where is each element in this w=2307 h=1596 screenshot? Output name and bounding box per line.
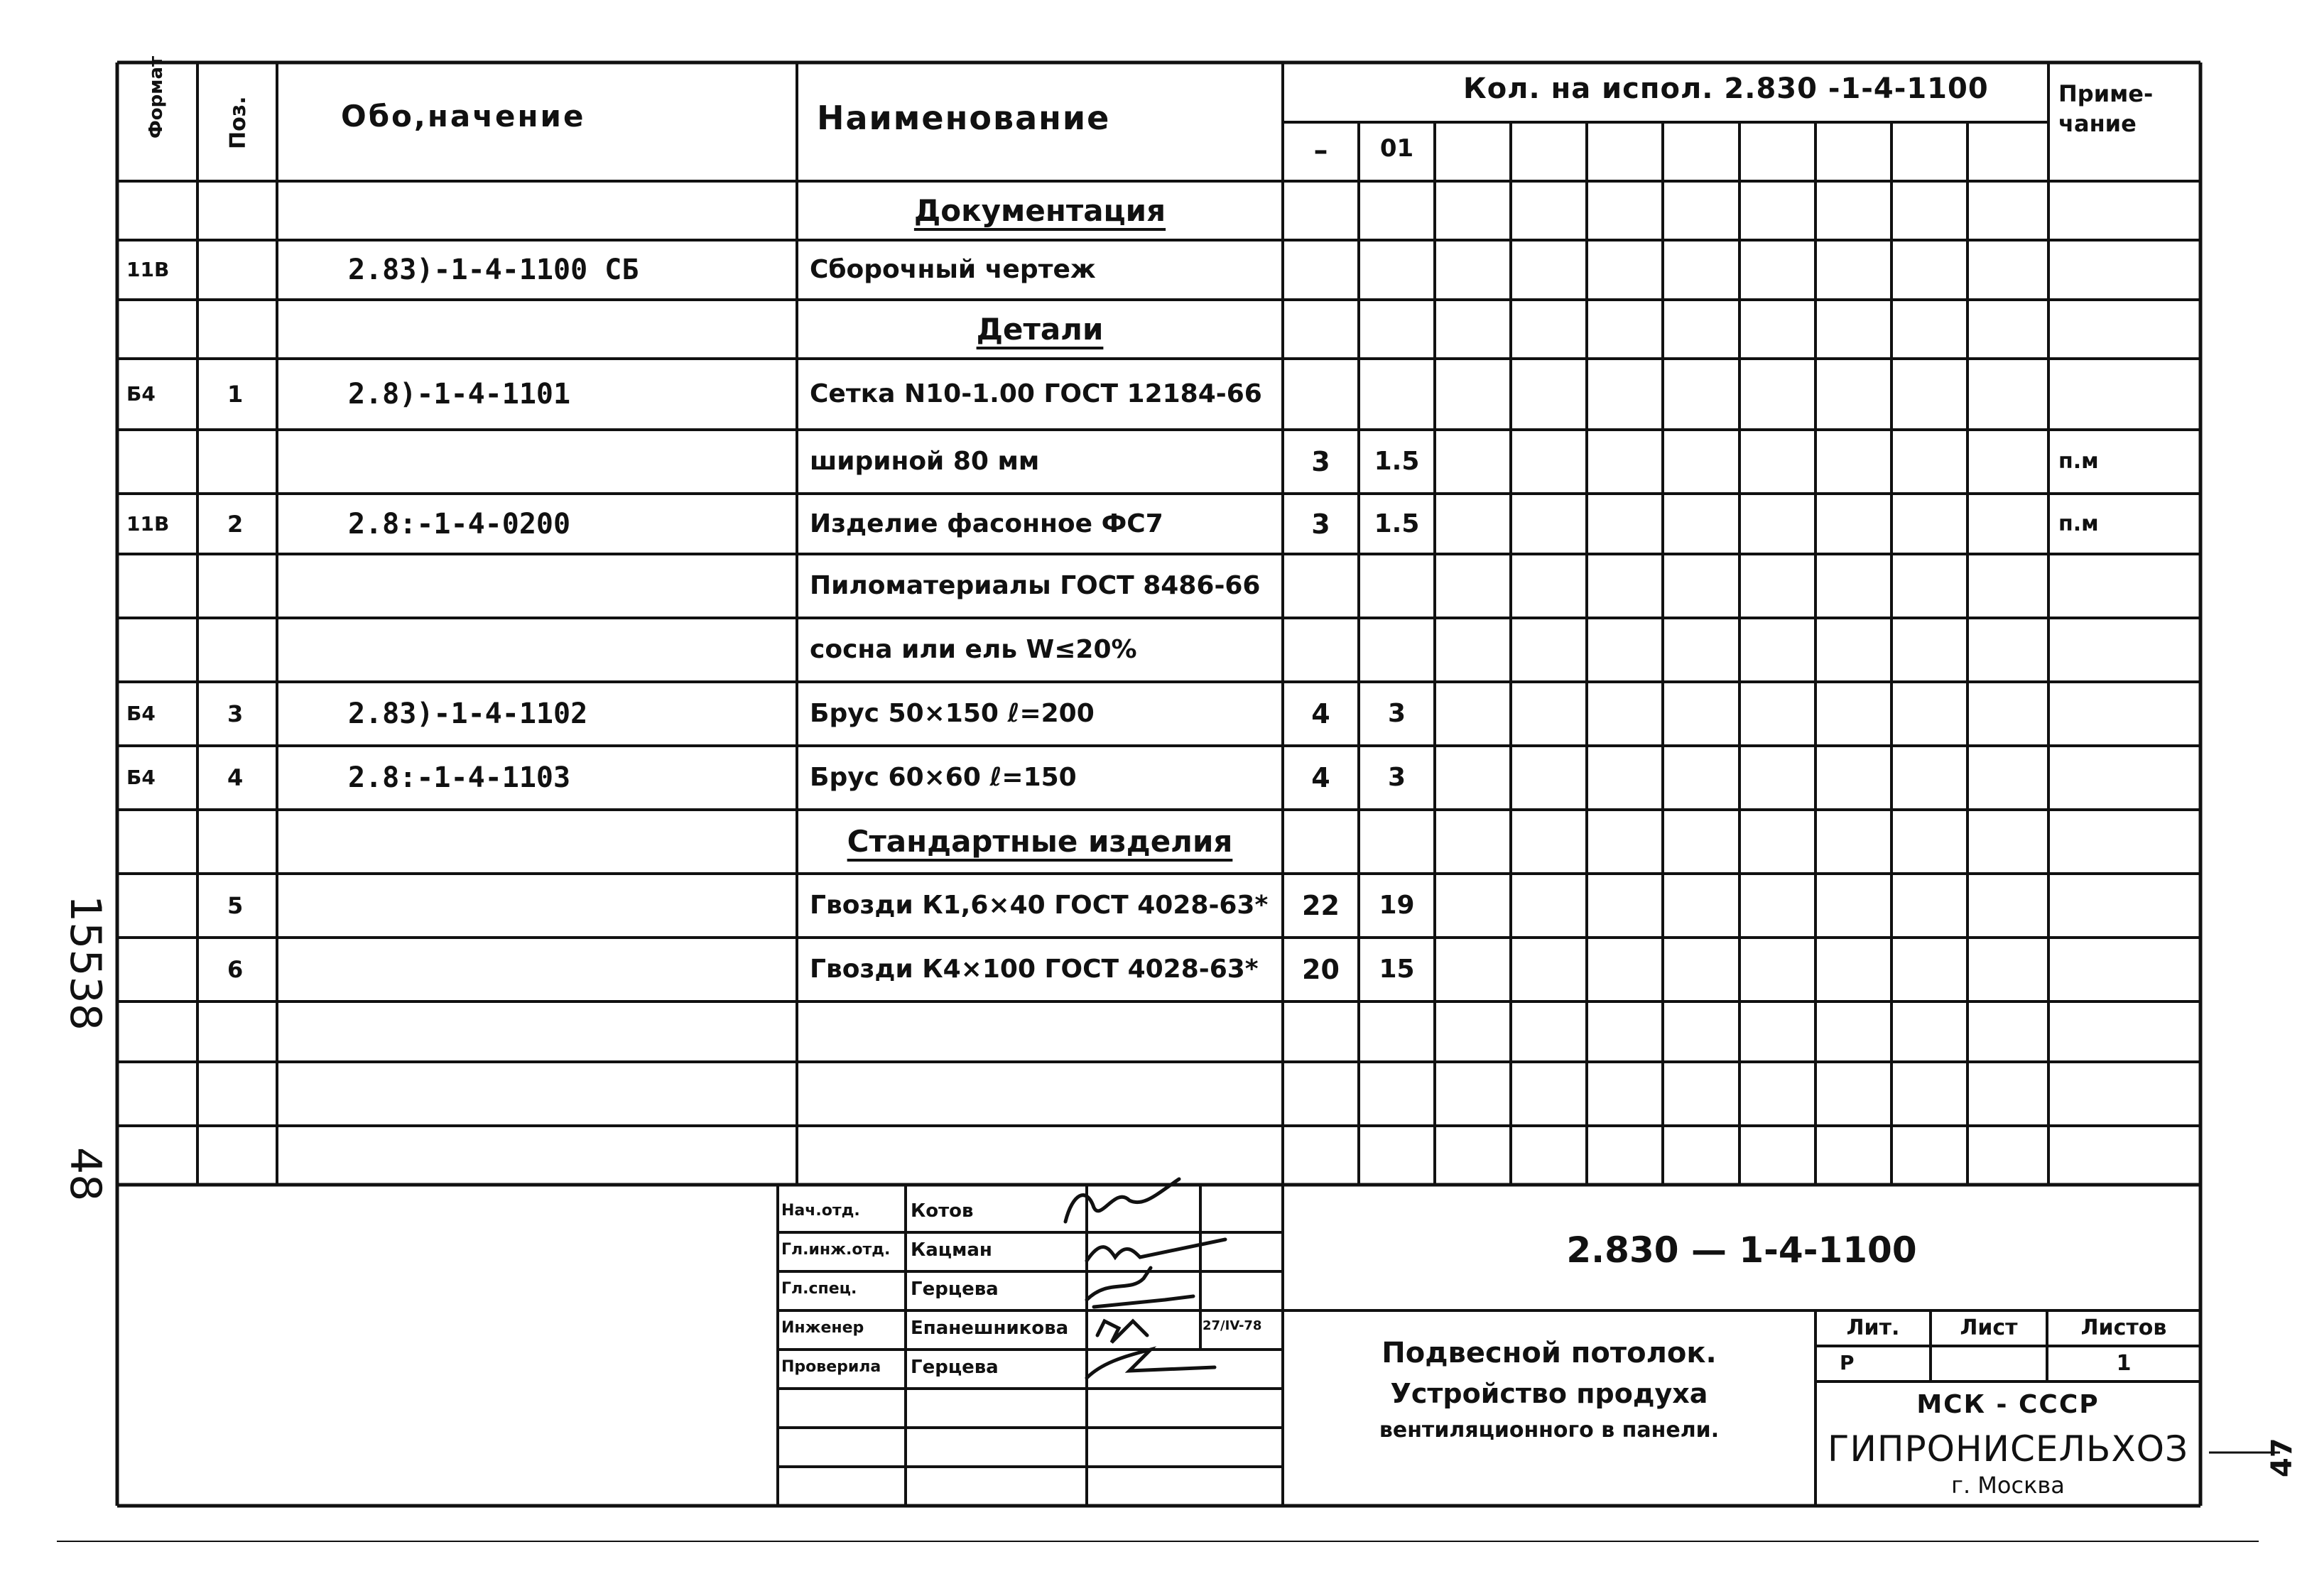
header-format: Формат — [146, 55, 167, 139]
header-note: Приме- чание — [2058, 80, 2154, 137]
cell-name: Брус 50×150 ℓ=200 — [810, 699, 1095, 728]
cell-name: Документация — [913, 193, 1166, 228]
signer-role: Инженер — [781, 1320, 864, 1336]
signer-name: Котов — [911, 1202, 974, 1220]
cell-qty-2: 19 — [1379, 891, 1415, 920]
cell-pos: 3 — [227, 700, 244, 727]
cell-name: Изделие фасонное ФС7 — [810, 509, 1163, 538]
cell-qty-2: 15 — [1379, 955, 1415, 984]
cell-name: Детали — [976, 312, 1104, 347]
margin-number-2: 48 — [60, 1147, 110, 1202]
cell-qty-1: 3 — [1311, 446, 1330, 477]
cell-qty-2: 1.5 — [1374, 447, 1420, 476]
cell-designation: 2.83)-1-4-1100 СБ — [348, 254, 639, 286]
cell-format: Б4 — [126, 702, 156, 725]
signer-role: Нач.отд. — [781, 1203, 860, 1219]
org-line-2: ГИПРОНИСЕЛЬХОЗ — [1827, 1428, 2189, 1470]
margin-number: 15538 — [60, 895, 110, 1031]
lit-label: Лит. — [1846, 1315, 1900, 1340]
cell-pos: 5 — [227, 892, 244, 919]
signer-role: Проверила — [781, 1359, 881, 1375]
header-qty-col2: 01 — [1379, 134, 1414, 163]
cell-qty-1: 4 — [1311, 762, 1330, 793]
org-line-3: г. Москва — [1951, 1472, 2065, 1499]
cell-name: Стандартные изделия — [847, 824, 1233, 859]
title-line-2: Устройство продуха — [1390, 1378, 1708, 1409]
cell-name: шириной 80 мм — [810, 447, 1040, 476]
sign-date: 27/IV-78 — [1203, 1318, 1262, 1333]
cell-qty-1: 4 — [1311, 698, 1330, 729]
sheet-label: Лист — [1960, 1315, 2018, 1340]
cell-designation: 2.8)-1-4-1101 — [348, 378, 571, 411]
cell-format: 11В — [126, 258, 170, 281]
header-qty-title: Кол. на испол. 2.830 -1-4-1100 — [1463, 72, 1989, 105]
cell-name: Гвозди К1,6×40 ГОСТ 4028-63* — [810, 891, 1269, 920]
signer-role: Гл.спец. — [781, 1281, 857, 1297]
header-qty-col1: – — [1313, 134, 1328, 167]
cell-note: п.м — [2058, 511, 2099, 536]
sheets-value: 1 — [2116, 1351, 2132, 1376]
title-line-1: Подвесной потолок. — [1382, 1337, 1717, 1369]
cell-qty-2: 3 — [1387, 699, 1406, 728]
cell-qty-2: 3 — [1387, 763, 1406, 792]
cell-format: 11В — [126, 512, 170, 536]
cell-name: Пиломатериалы ГОСТ 8486-66 — [810, 571, 1261, 600]
sheets-label: Листов — [2080, 1315, 2167, 1340]
cell-qty-2: 1.5 — [1374, 509, 1420, 538]
cell-format: Б4 — [126, 766, 156, 789]
signer-name: Епанешникова — [911, 1319, 1069, 1337]
cell-pos: 6 — [227, 956, 244, 983]
cell-qty-1: 22 — [1302, 890, 1340, 921]
title-line-3: вентиляционного в панели. — [1379, 1418, 1720, 1443]
signer-role: Гл.инж.отд. — [781, 1242, 891, 1258]
lit-value: Р — [1840, 1351, 1855, 1374]
cell-designation: 2.8:-1-4-1103 — [348, 761, 571, 794]
header-designation: Обо,начение — [341, 99, 586, 134]
cell-name: Брус 60×60 ℓ=150 — [810, 763, 1077, 792]
signer-name: Герцева — [911, 1358, 999, 1377]
cell-qty-1: 20 — [1302, 954, 1340, 985]
doc-number: 2.830 — 1-4-1100 — [1566, 1229, 1917, 1271]
cell-note: п.м — [2058, 449, 2099, 474]
cell-qty-1: 3 — [1311, 509, 1330, 540]
cell-pos: 4 — [227, 764, 244, 791]
cell-pos: 1 — [227, 381, 244, 408]
cell-name: Гвозди К4×100 ГОСТ 4028-63* — [810, 955, 1259, 984]
cell-pos: 2 — [227, 511, 244, 538]
header-name: Наименование — [817, 99, 1111, 137]
page-corner-number: 47 — [2266, 1438, 2298, 1477]
drawing-title — [1283, 1339, 1815, 1441]
cell-format: Б4 — [126, 382, 156, 406]
signer-name: Кацман — [911, 1241, 992, 1259]
cell-name: Сборочный чертеж — [810, 255, 1096, 284]
cell-name: Сетка N10-1.00 ГОСТ 12184-66 — [810, 379, 1262, 408]
cell-name: сосна или ель W≤20% — [810, 635, 1137, 664]
cell-designation: 2.83)-1-4-1102 — [348, 697, 588, 730]
signer-name: Герцева — [911, 1280, 999, 1298]
org-line-1: МСК - СССР — [1916, 1390, 2100, 1419]
header-pos: Поз. — [226, 96, 251, 149]
cell-designation: 2.8:-1-4-0200 — [348, 508, 571, 541]
